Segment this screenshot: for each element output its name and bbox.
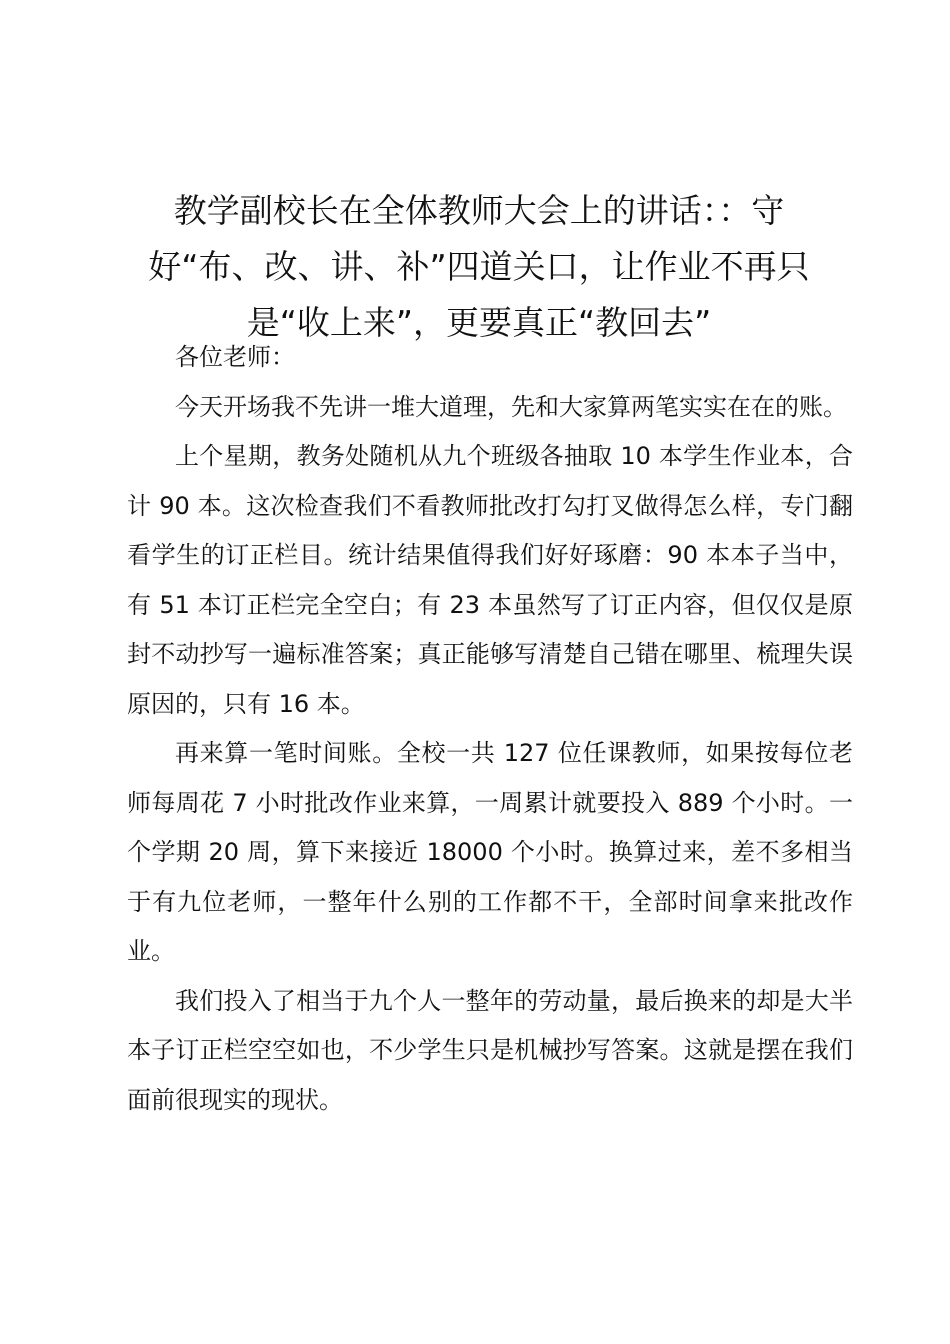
body-paragraph: 上个星期，教务处随机从九个班级各抽取 10 本学生作业本，合计 90 本。这次检查我们不看教师批改打勾打叉做得怎么样，专门翻看学生的订正栏目。统计结果值得我们好好琢磨：90 本本子当中，有 51 本订正栏完全空白；有 23 本虽然写了订正内容，但仅仅是原封不动抄写一遍标准答案；真正能够写清楚自己错在哪里、梳理失误原因的，只有 16 本。 xyxy=(127,442,853,718)
salutation-paragraph: 各位老师： xyxy=(175,343,295,371)
body-paragraph: 今天开场我不先讲一堆大道理，先和大家算两笔实实在在的账。 xyxy=(175,392,847,421)
document-title: 教学副校长在全体教师大会上的讲话：：守好“布、改、讲、补”四道关口，让作业不再只是“收上来”，更要真正“教回去” xyxy=(148,191,810,342)
document-body xyxy=(127,333,853,1125)
body-paragraph: 我们投入了相当于九个人一整年的劳动量，最后换来的却是大半本子订正栏空空如也，不少学生只是机械抄写答案。这就是摆在我们面前很现实的现状。 xyxy=(127,986,853,1114)
body-paragraph: 再来算一笔时间账。全校一共 127 位任课教师，如果按每位老师每周花 7 小时批改作业来算，一周累计就要投入 889 个小时。一个学期 20 周，算下来接近 18000 个小时。换算过来，差不多相当于有九位老师，一整年什么别的工作都不干，全部时间拿来批改作业。 xyxy=(127,739,853,965)
